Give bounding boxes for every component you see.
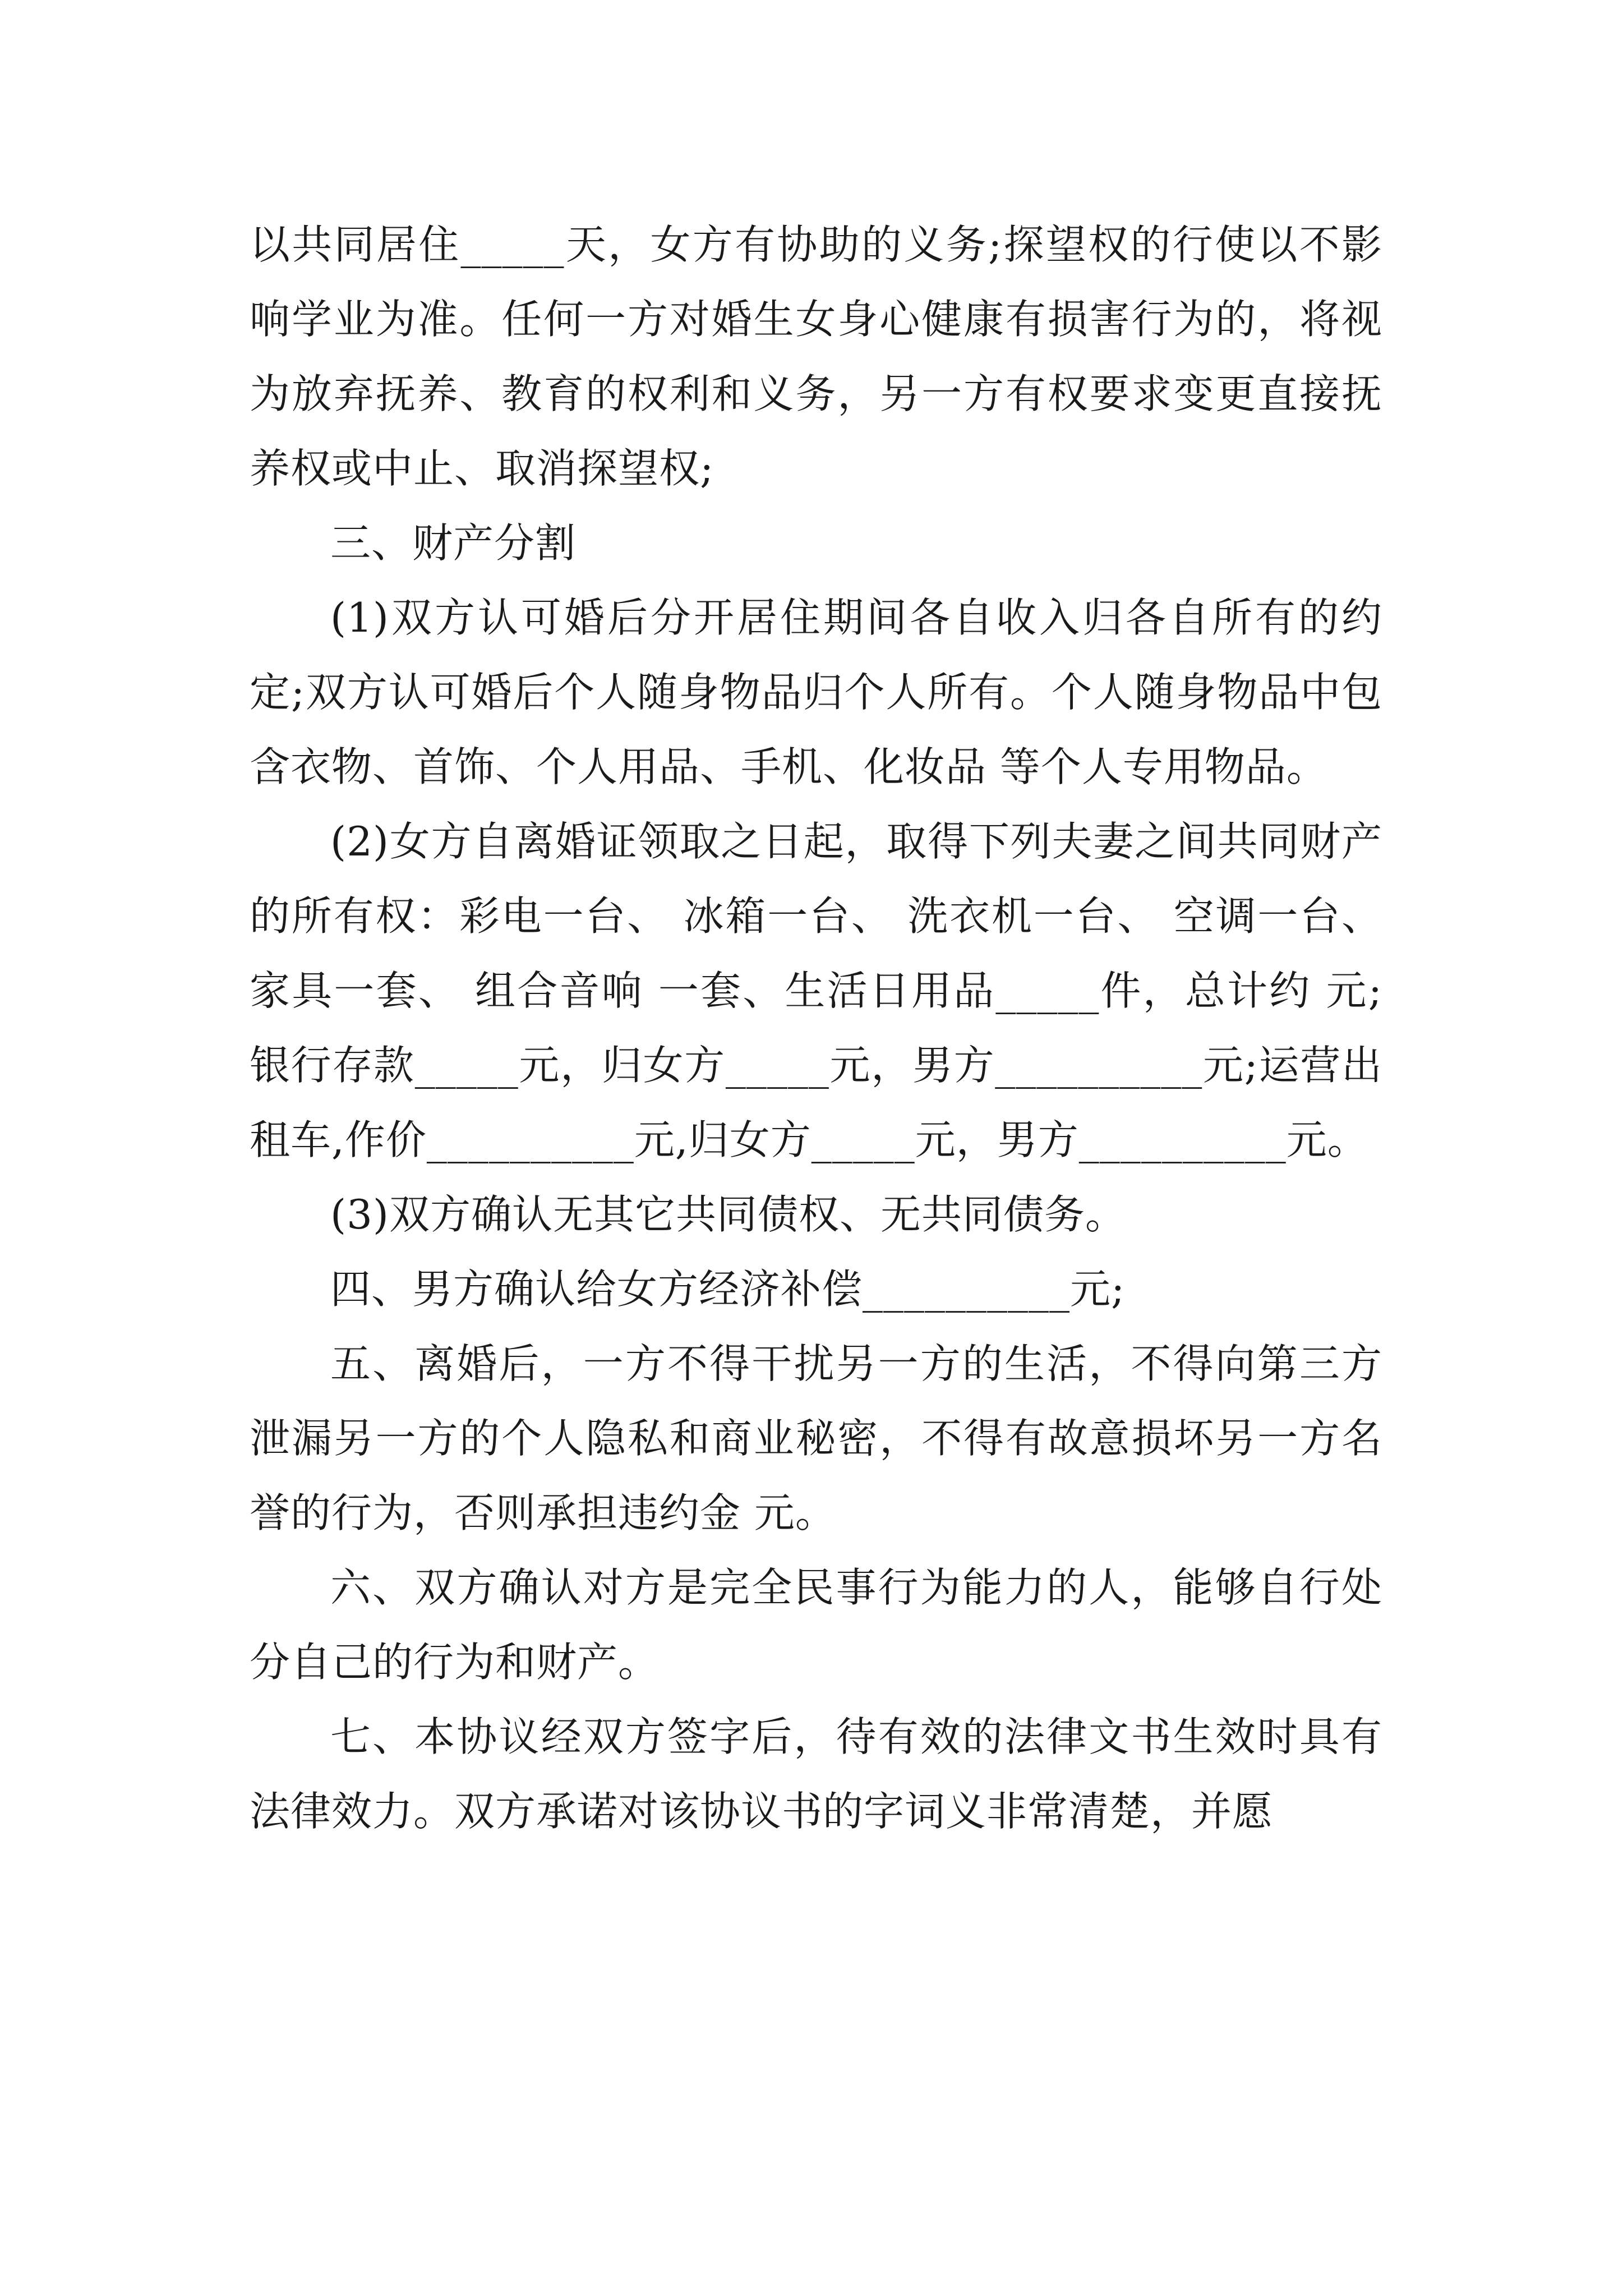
paragraph-property-2: (2)女方自离婚证领取之日起，取得下列夫妻之间共同财产的所有权：彩电一台、 冰箱一台、 洗衣机一台、 空调一台、 家具一套、 组合音响 一套、生活日用品_____件，总计约 元;银行存款_____元，归女方_____元，男方__________元;运营出租车,作价__________元,归女方_____元，男方__________元。 <box>250 818 1382 1163</box>
paragraph-compensation: 四、男方确认给女方经济补偿__________元; <box>330 1266 1126 1313</box>
paragraph-privacy: 五、离婚后，一方不得干扰另一方的生活，不得向第三方泄漏另一方的个人隐私和商业秘密，不得有故意损坏另一方名誉的行为，否则承担违约金 元。 <box>250 1340 1382 1536</box>
paragraph-custody-continued: 以共同居住_____天，女方有协助的义务;探望权的行使以不影响学业为准。任何一方对婚生女身心健康有损害行为的，将视为放弃抚养、教育的权利和义务，另一方有权要求变更直接抚养权或中止、取消探望权; <box>250 221 1382 492</box>
paragraph-property-3: (3)双方确认无其它共同债权、无共同债务。 <box>330 1191 1126 1238</box>
heading-property-division: 三、财产分割 <box>330 519 577 567</box>
paragraph-effectiveness: 七、本协议经双方签字后，待有效的法律文书生效时具有法律效力。双方承诺对该协议书的字词义非常清楚，并愿 <box>250 1713 1382 1835</box>
paragraph-property-1: (1)双方认可婚后分开居住期间各自收入归各自所有的约定;双方认可婚后个人随身物品归个人所有。个人随身物品中包含衣物、首饰、个人用品、手机、化妆品 等个人专用物品。 <box>250 594 1382 790</box>
paragraph-capacity: 六、双方确认对方是完全民事行为能力的人，能够自行处分自己的行为和财产。 <box>250 1564 1382 1686</box>
document-body <box>250 208 1382 1849</box>
